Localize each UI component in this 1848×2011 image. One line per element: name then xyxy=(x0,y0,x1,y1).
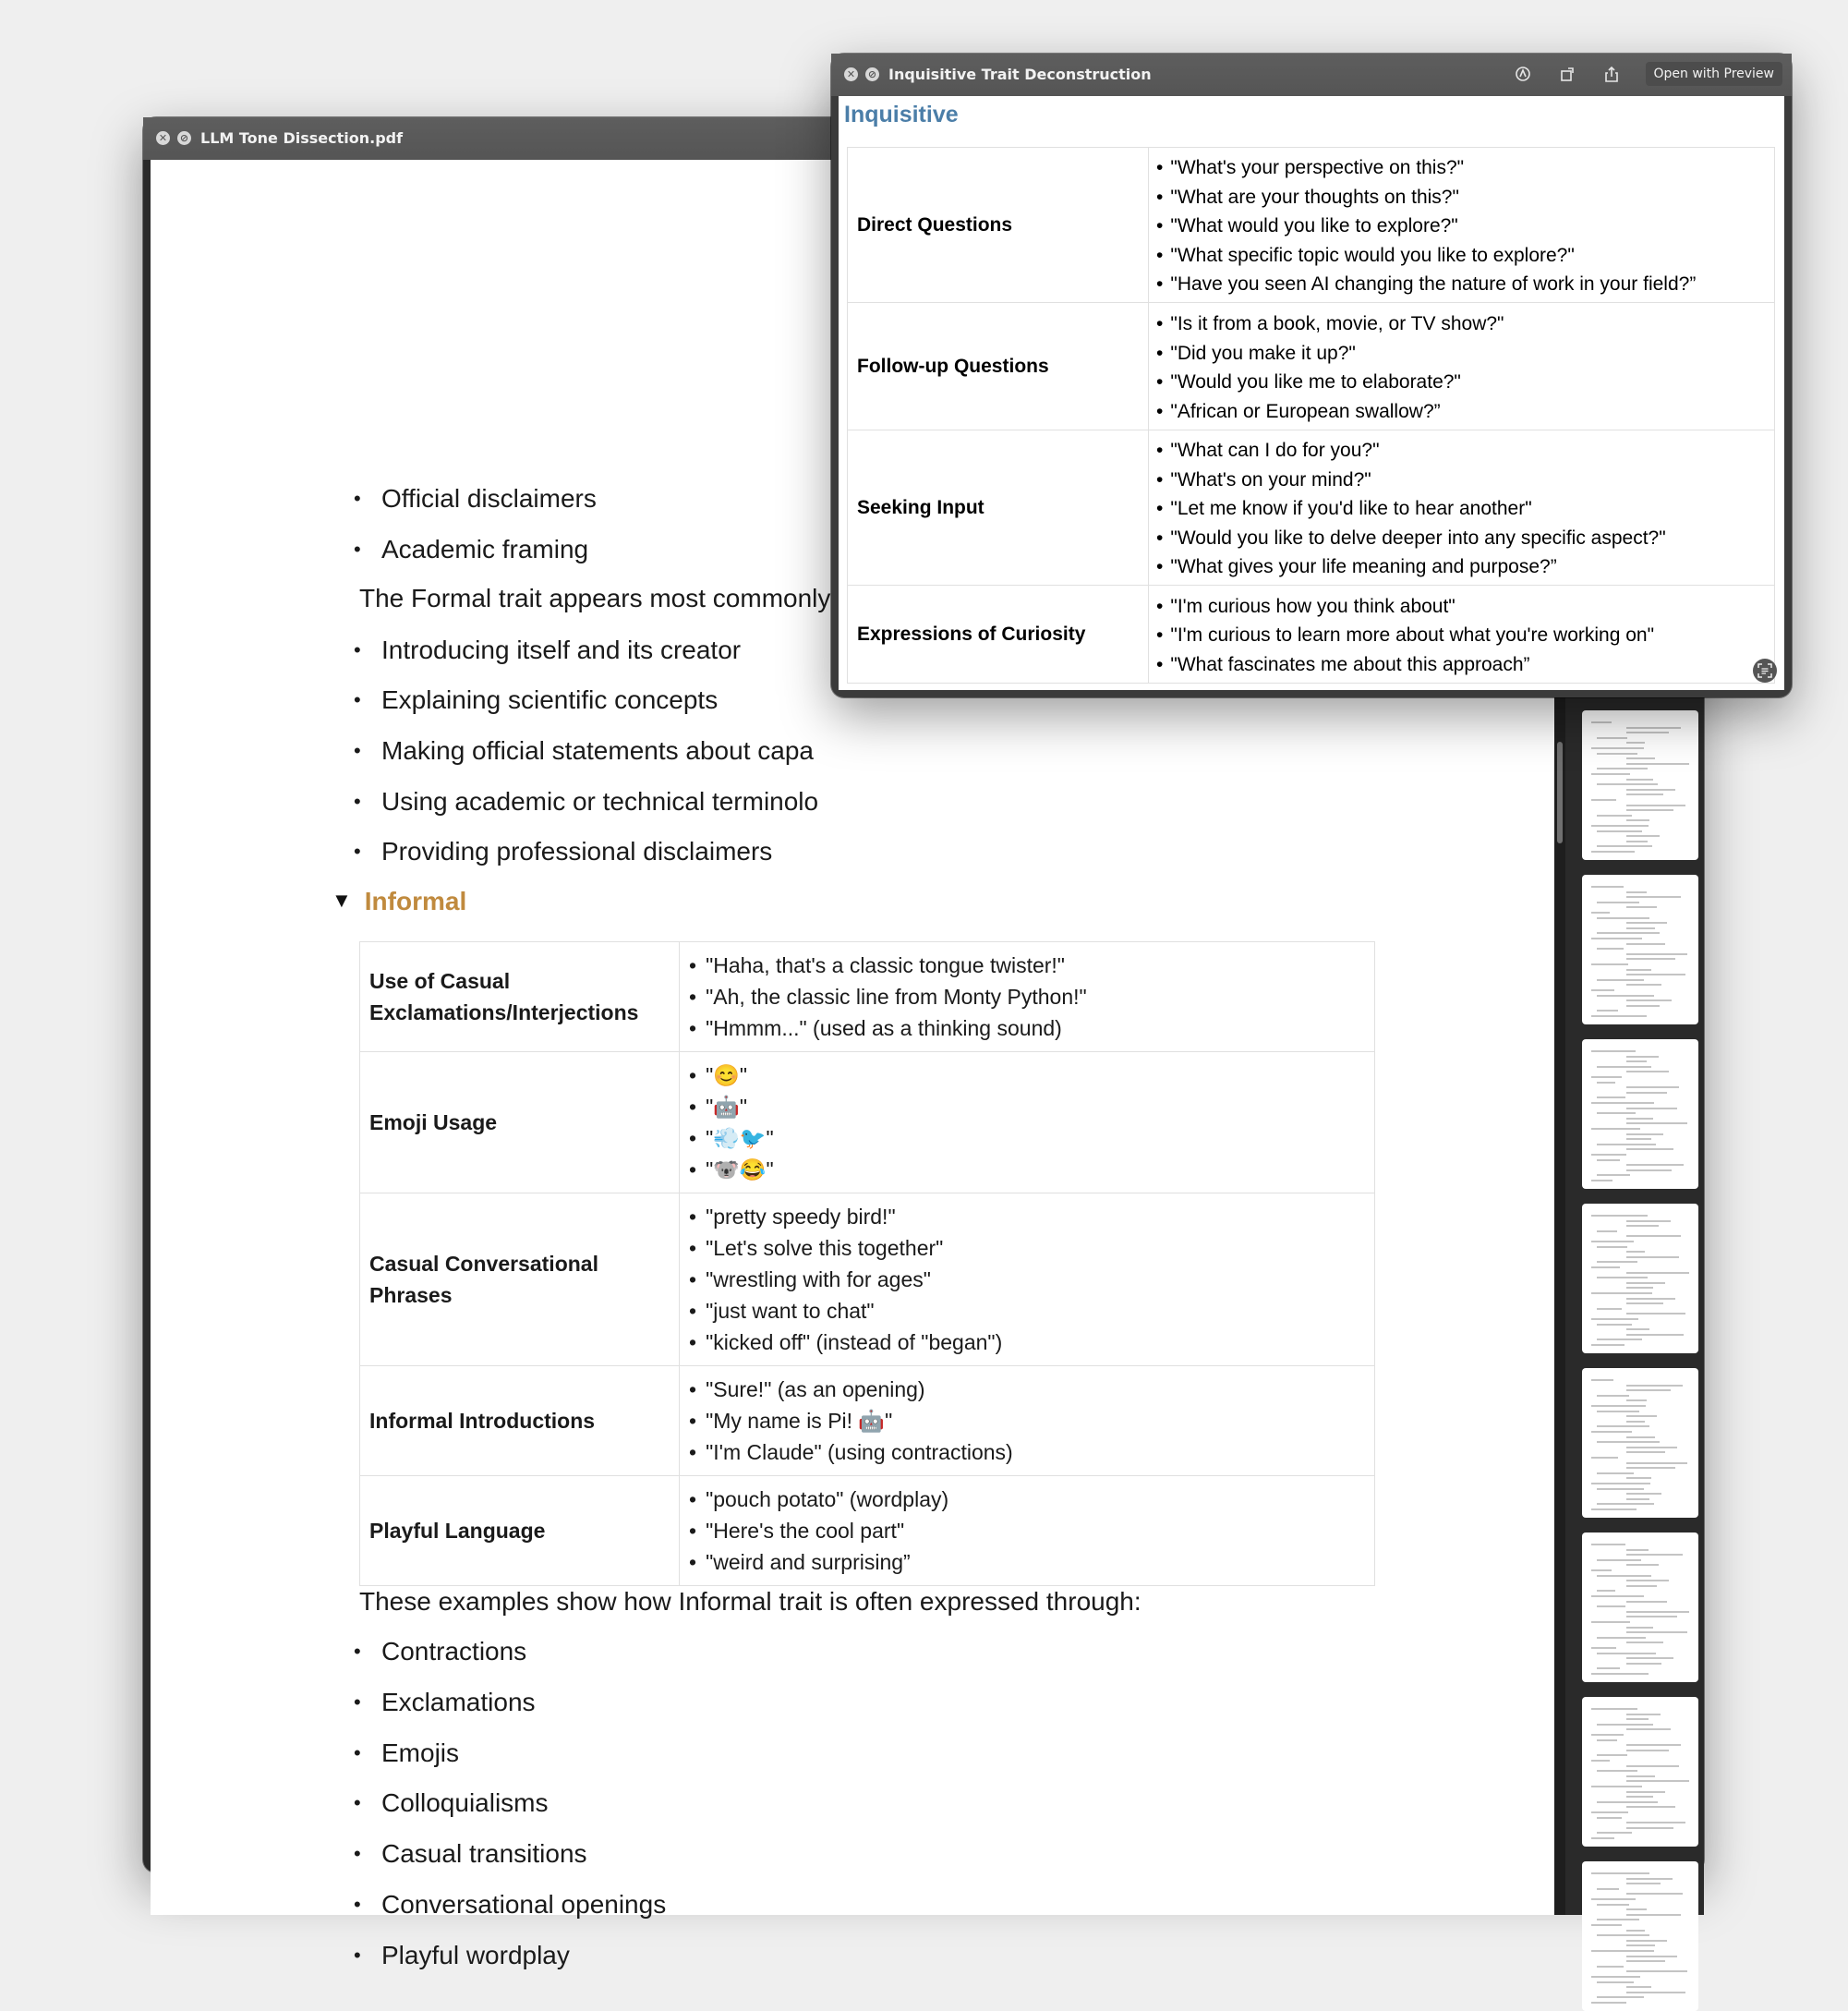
open-with-preview-button[interactable]: Open with Preview xyxy=(1646,62,1783,86)
row-examples xyxy=(680,1366,1375,1476)
list-item: • "Did you make it up?" xyxy=(1156,339,1767,369)
table-row xyxy=(360,942,1375,1052)
list-item: • "I'm curious to learn more about what you're working on" xyxy=(1156,621,1767,650)
window-title: Inquisitive Trait Deconstruction xyxy=(888,66,1152,83)
row-examples xyxy=(1149,148,1775,303)
list-item: • "kicked off" (instead of "began") xyxy=(689,1327,1365,1358)
row-label: Seeking Input xyxy=(848,430,1149,586)
row-label: Follow-up Questions xyxy=(848,303,1149,430)
row-label: Expressions of Curiosity xyxy=(848,586,1149,684)
table-row xyxy=(360,1476,1375,1586)
quicklook-window xyxy=(831,54,1792,697)
list-item: • "Is it from a book, movie, or TV show?" xyxy=(1156,309,1767,339)
scrollbar-thumb[interactable] xyxy=(1557,742,1563,843)
list-item: • "Hmmm..." (used as a thinking sound) xyxy=(689,1012,1365,1044)
table-row xyxy=(848,430,1775,586)
row-label: Direct Questions xyxy=(848,148,1149,303)
example-list xyxy=(1156,153,1767,299)
rotate-icon[interactable] xyxy=(1557,64,1577,84)
row-examples xyxy=(1149,303,1775,430)
quicklook-content xyxy=(839,96,1784,690)
share-icon[interactable] xyxy=(1601,64,1622,84)
list-item: • "pouch potato" (wordplay) xyxy=(689,1484,1365,1515)
example-list xyxy=(689,1374,1365,1468)
markup-icon[interactable] xyxy=(1513,64,1533,84)
list-item: • "What are your thoughts on this?" xyxy=(1156,183,1767,212)
page-thumbnail[interactable] xyxy=(1582,1532,1698,1682)
section-title: Informal xyxy=(364,887,467,915)
summary-paragraph: These examples show how Informal trait is often expressed through: xyxy=(359,1587,1141,1616)
close-icon[interactable]: ✕ xyxy=(844,67,858,81)
page-thumbnail[interactable] xyxy=(1582,875,1698,1024)
list-item: • "Would you like me to elaborate?" xyxy=(1156,368,1767,397)
list-item: • "weird and surprising” xyxy=(689,1546,1365,1578)
page-thumbnail[interactable] xyxy=(1582,1368,1698,1518)
list-item: • "🤖" xyxy=(689,1091,1365,1122)
table-row xyxy=(360,1193,1375,1366)
list-item: • "What can I do for you?" xyxy=(1156,436,1767,466)
list-item: • "🐨😂" xyxy=(689,1154,1365,1185)
row-examples xyxy=(680,942,1375,1052)
example-list xyxy=(689,1060,1365,1185)
informal-table xyxy=(359,941,1375,1586)
list-item: • "Here's the cool part" xyxy=(689,1515,1365,1546)
inquisitive-table xyxy=(847,147,1775,684)
list-item: • Contractions xyxy=(381,1636,526,1667)
list-item: • "wrestling with for ages" xyxy=(689,1264,1365,1295)
list-item: • "Let's solve this together" xyxy=(689,1232,1365,1264)
list-item: • Colloquialisms xyxy=(381,1787,549,1819)
row-label: Emoji Usage xyxy=(360,1052,680,1193)
list-item: • "I'm Claude" (using contractions) xyxy=(689,1436,1365,1468)
list-item: • "Let me know if you'd like to hear another" xyxy=(1156,494,1767,524)
paragraph: The Formal trait appears most commonly xyxy=(359,584,831,612)
list-item: • "What gives your life meaning and purpose?” xyxy=(1156,552,1767,582)
disclosure-triangle-icon[interactable]: ▼ xyxy=(332,889,352,912)
list-item: • Introducing itself and its creator xyxy=(381,635,741,666)
list-item: • Making official statements about capa xyxy=(381,735,814,767)
list-item: • "Haha, that's a classic tongue twister!" xyxy=(689,950,1365,981)
example-list xyxy=(689,1484,1365,1578)
page-thumbnail[interactable] xyxy=(1582,1039,1698,1189)
row-examples xyxy=(680,1476,1375,1586)
list-item: • "My name is Pi! 🤖" xyxy=(689,1405,1365,1436)
stop-icon[interactable]: ⊘ xyxy=(865,67,879,81)
list-item: • "What fascinates me about this approach” xyxy=(1156,650,1767,680)
page-thumbnail[interactable] xyxy=(1582,710,1698,860)
row-label: Informal Introductions xyxy=(360,1366,680,1476)
list-item: • "What's on your mind?" xyxy=(1156,466,1767,495)
list-item: • Explaining scientific concepts xyxy=(381,684,718,716)
page-thumbnail[interactable] xyxy=(1582,1697,1698,1847)
example-list xyxy=(689,1201,1365,1358)
list-item: • Providing professional disclaimers xyxy=(381,836,772,867)
row-label: Playful Language xyxy=(360,1476,680,1586)
row-label: Use of Casual Exclamations/Interjections xyxy=(360,942,680,1052)
list-item: • "Sure!" (as an opening) xyxy=(689,1374,1365,1405)
example-list xyxy=(689,950,1365,1044)
list-item: • "💨🐦" xyxy=(689,1122,1365,1154)
list-item: • "I'm curious how you think about" xyxy=(1156,592,1767,622)
table-row xyxy=(848,586,1775,684)
list-item: • Playful wordplay xyxy=(381,1940,570,1971)
list-item: • "pretty speedy bird!" xyxy=(689,1201,1365,1232)
list-item: • Using academic or technical terminolo xyxy=(381,786,818,818)
list-item: • "😊" xyxy=(689,1060,1365,1091)
example-list xyxy=(1156,436,1767,582)
row-examples xyxy=(680,1052,1375,1193)
list-item: • "Would you like to delve deeper into any specific aspect?" xyxy=(1156,524,1767,553)
list-item: • "Ah, the classic line from Monty Python!" xyxy=(689,981,1365,1012)
stop-icon[interactable]: ⊘ xyxy=(177,131,191,145)
page-thumbnail[interactable] xyxy=(1582,1861,1698,2011)
table-row xyxy=(360,1052,1375,1193)
list-item: • Emojis xyxy=(381,1738,459,1769)
example-list xyxy=(1156,309,1767,426)
row-examples xyxy=(1149,430,1775,586)
close-icon[interactable]: ✕ xyxy=(156,131,170,145)
live-text-icon[interactable] xyxy=(1753,659,1777,683)
list-item: • "just want to chat" xyxy=(689,1295,1365,1327)
list-item: • Academic framing xyxy=(381,534,588,565)
table-row xyxy=(848,148,1775,303)
row-label: Casual Conversational Phrases xyxy=(360,1193,680,1366)
trait-heading: Inquisitive xyxy=(844,102,959,127)
page-thumbnail[interactable] xyxy=(1582,1204,1698,1353)
list-item: • Exclamations xyxy=(381,1687,536,1718)
list-item: • Conversational openings xyxy=(381,1889,666,1920)
list-item: • Official disclaimers xyxy=(381,483,597,515)
row-examples xyxy=(1149,586,1775,684)
quicklook-titlebar[interactable] xyxy=(831,54,1792,96)
example-list xyxy=(1156,592,1767,680)
section-toggle-informal[interactable] xyxy=(332,887,466,916)
list-item: • "What's your perspective on this?" xyxy=(1156,153,1767,183)
list-item: • "African or European swallow?” xyxy=(1156,397,1767,427)
table-row xyxy=(848,303,1775,430)
list-item: • "Have you seen AI changing the nature of work in your field?” xyxy=(1156,270,1767,299)
table-row xyxy=(360,1366,1375,1476)
list-item: • "What would you like to explore?" xyxy=(1156,212,1767,241)
row-examples xyxy=(680,1193,1375,1366)
list-item: • Casual transitions xyxy=(381,1838,587,1870)
list-item: • "What specific topic would you like to explore?" xyxy=(1156,241,1767,271)
window-title: LLM Tone Dissection.pdf xyxy=(200,129,404,147)
